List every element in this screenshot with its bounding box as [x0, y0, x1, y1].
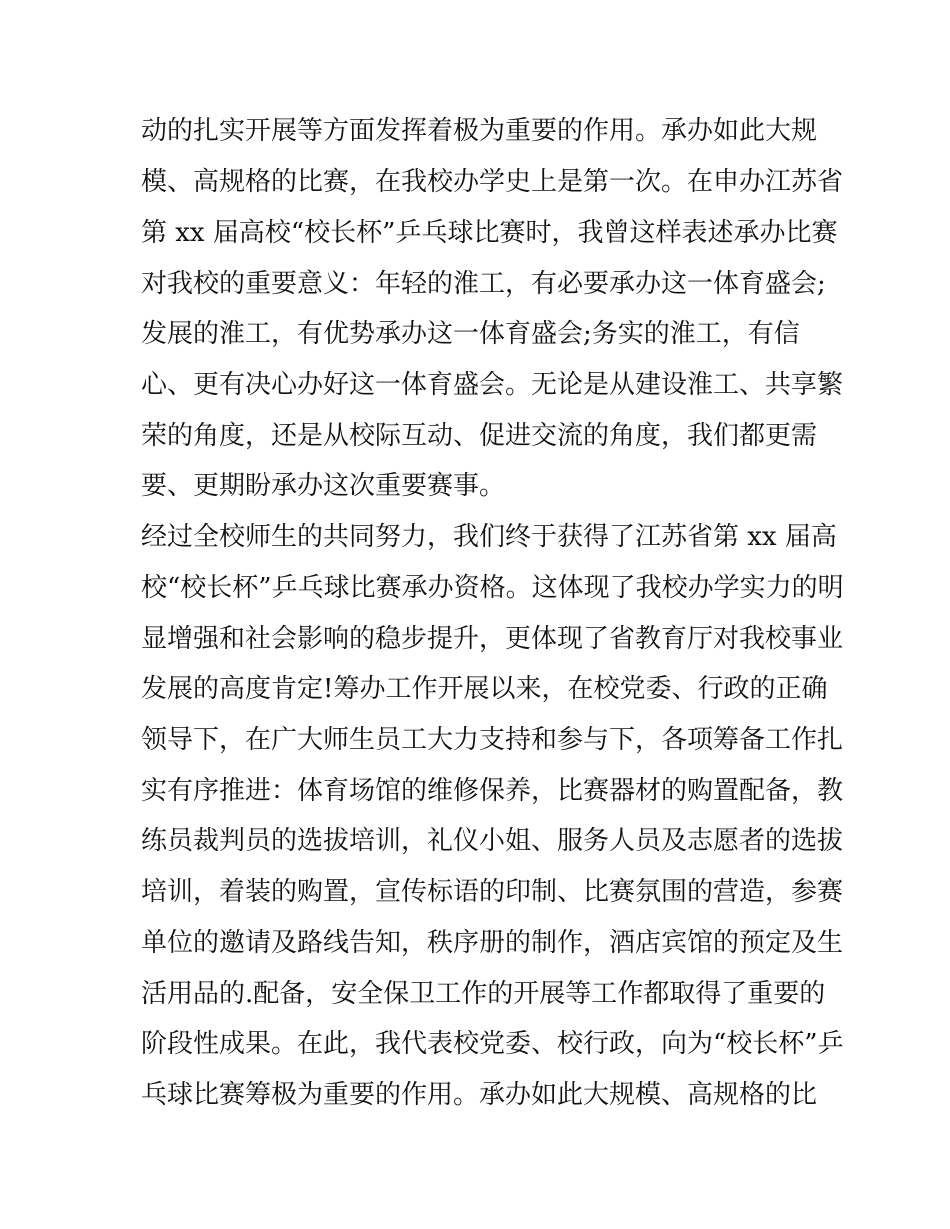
text-line: 经过全校师生的共同努力，我们终于获得了江苏省第 xx 届高: [141, 522, 837, 552]
text-line: 对我校的重要意义：年轻的淮工，有必要承办这一体育盛会;: [141, 269, 826, 299]
text-line: 活用品的.配备，安全保卫工作的开展等工作都取得了重要的: [141, 979, 826, 1009]
text-line: 荣的角度，还是从校际互动、促进交流的角度，我们都更需: [141, 421, 818, 451]
text-line: 领导下，在广大师生员工大力支持和参与下，各项筹备工作扎: [141, 725, 844, 755]
text-line: 乓球比赛筹极为重要的作用。承办如此大规模、高规格的比: [141, 1080, 818, 1110]
text-line: 心、更有决心办好这一体育盛会。无论是从建设淮工、共享繁: [141, 370, 844, 400]
text-line: 第 xx 届高校“校长杯”乒乓球比赛时，我曾这样表述承办比赛: [141, 218, 838, 248]
text-line: 实有序推进：体育场馆的维修保养，比赛器材的购置配备，教: [141, 776, 844, 806]
text-line: 阶段性成果。在此，我代表校党委、校行政，向为“校长杯”乒: [141, 1029, 844, 1059]
text-line: 显增强和社会影响的稳步提升，更体现了省教育厅对我校事业: [141, 624, 844, 654]
text-line: 培训，着装的购置，宣传标语的印制、比赛氛围的营造，参赛: [141, 877, 844, 907]
text-line: 发展的高度肯定!筹办工作开展以来，在校党委、行政的正确: [141, 674, 828, 704]
text-line: 模、高规格的比赛，在我校办学史上是第一次。在申办江苏省: [141, 167, 844, 197]
text-line: 动的扎实开展等方面发挥着极为重要的作用。承办如此大规: [141, 116, 818, 146]
text-line: 发展的淮工，有优势承办这一体育盛会;务实的淮工，有信: [141, 319, 800, 349]
text-line: 单位的邀请及路线告知，秩序册的制作，酒店宾馆的预定及生: [141, 928, 844, 958]
text-line: 要、更期盼承办这次重要赛事。: [141, 471, 506, 501]
text-line: 练员裁判员的选拔培训，礼仪小姐、服务人员及志愿者的选拔: [141, 826, 844, 856]
text-line: 校“校长杯”乒乓球比赛承办资格。这体现了我校办学实力的明: [141, 573, 844, 603]
